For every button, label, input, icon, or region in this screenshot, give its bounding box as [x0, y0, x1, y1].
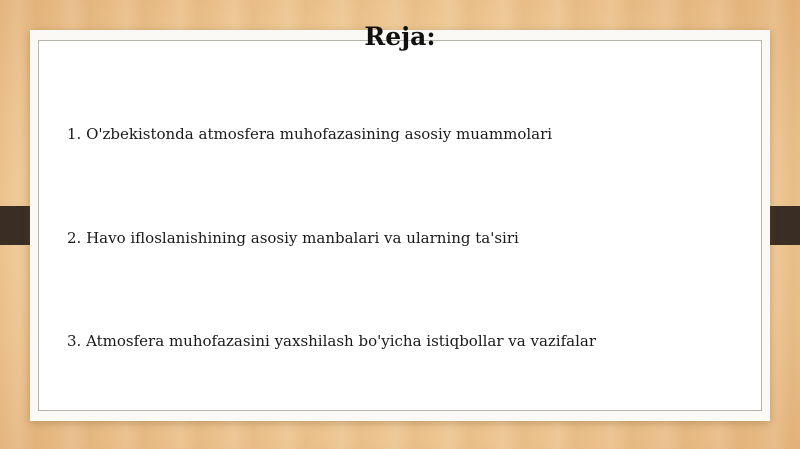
- slide-title: Reja:: [364, 22, 436, 51]
- slide-panel: [30, 30, 770, 421]
- slide-inner-border: [38, 40, 762, 411]
- plan-item-2: 2. Havo ifloslanishining asosiy manbalari va ularning ta'siri: [67, 229, 519, 247]
- plan-item-1: 1. O'zbekistonda atmosfera muhofazasining asosiy muammolari: [67, 125, 553, 143]
- plan-item-3: 3. Atmosfera muhofazasini yaxshilash bo'yicha istiqbollar va vazifalar: [67, 332, 597, 350]
